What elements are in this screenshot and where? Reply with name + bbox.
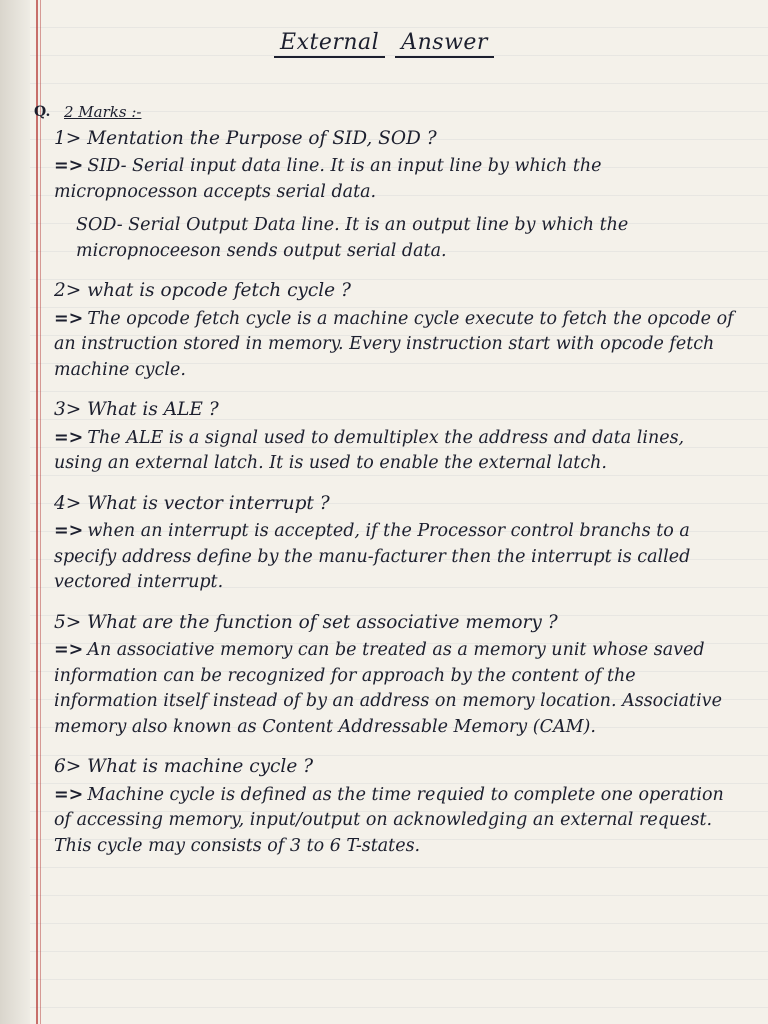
answer-6-text: Machine cycle is defined as the time requied to complete one operation of accessing memory, input/output on acknowledging an external request. This cycle may consists of 3 to 6 T-states. xyxy=(54,784,724,856)
answer-4-text: when an interrupt is accepted, if the Processor control branchs to a specify address define by the manu-facturer then the interrupt is called vectored interrupt. xyxy=(54,521,691,592)
page-binding-edge xyxy=(0,0,30,1024)
answer-6 xyxy=(54,783,734,860)
answer-5-para-1 xyxy=(54,638,734,740)
title-word-answer: Answer xyxy=(395,30,494,58)
answer-1-para-2: SOD- Serial Output Data line. It is an output line by which the micropnoceeson sends output serial data. xyxy=(76,215,629,261)
question-3: 3> What is ALE ? xyxy=(54,399,219,420)
title-word-external: External xyxy=(274,30,385,58)
answer-4-para-1 xyxy=(54,519,734,596)
answer-5 xyxy=(54,638,734,740)
question-block-4 xyxy=(34,491,734,596)
arrow-icon: => xyxy=(54,640,84,660)
arrow-icon: => xyxy=(54,308,84,329)
answer-1-para-1 xyxy=(54,154,734,205)
question-block-6 xyxy=(34,754,734,859)
question-6: 6> What is machine cycle ? xyxy=(54,756,314,777)
arrow-icon: => xyxy=(54,521,84,541)
question-4: 4> What is vector interrupt ? xyxy=(54,492,330,514)
question-block-5 xyxy=(34,610,734,741)
question-block-2 xyxy=(34,278,734,383)
question-1: 1> Mentation the Purpose of SID, SOD ? xyxy=(54,127,437,149)
answer-5-text: An associative memory can be treated as a memory unit whose saved information can be recognized for approach by the content of the information itself instead of by an address on memory location. Associative memory also known as Content Addressable Memory (CAM). xyxy=(54,640,722,737)
section-heading: 2 Marks :- xyxy=(64,103,142,121)
answer-2-para-1 xyxy=(54,307,734,384)
question-block-1 xyxy=(34,126,734,265)
answer-2 xyxy=(54,307,734,384)
answer-4 xyxy=(54,519,734,596)
answer-6-para-1 xyxy=(54,783,734,860)
arrow-icon: => xyxy=(54,427,84,448)
answer-1 xyxy=(54,154,734,264)
arrow-icon: => xyxy=(54,784,84,805)
question-5: 5> What are the function of set associative memory ? xyxy=(54,611,558,633)
answer-1-text-1: SID- Serial input data line. It is an input line by which the micropnocesson accepts serial data. xyxy=(54,156,602,202)
question-2: 2> what is opcode fetch cycle ? xyxy=(54,280,351,301)
answer-3 xyxy=(54,426,734,477)
answer-2-text: The opcode fetch cycle is a machine cycle execute to fetch the opcode of an instruction stored in memory. Every instruction start with opcode fetch machine cycle. xyxy=(54,308,734,380)
page-title xyxy=(0,30,768,55)
question-block-3 xyxy=(34,397,734,477)
answer-3-text: The ALE is a signal used to demultiplex the address and data lines, using an external latch. It is used to enable the external latch. xyxy=(54,427,685,473)
answer-3-para-1 xyxy=(54,426,734,477)
answers-content xyxy=(34,100,734,873)
arrow-icon: => xyxy=(54,156,84,176)
section-marker: Q. xyxy=(34,104,51,120)
